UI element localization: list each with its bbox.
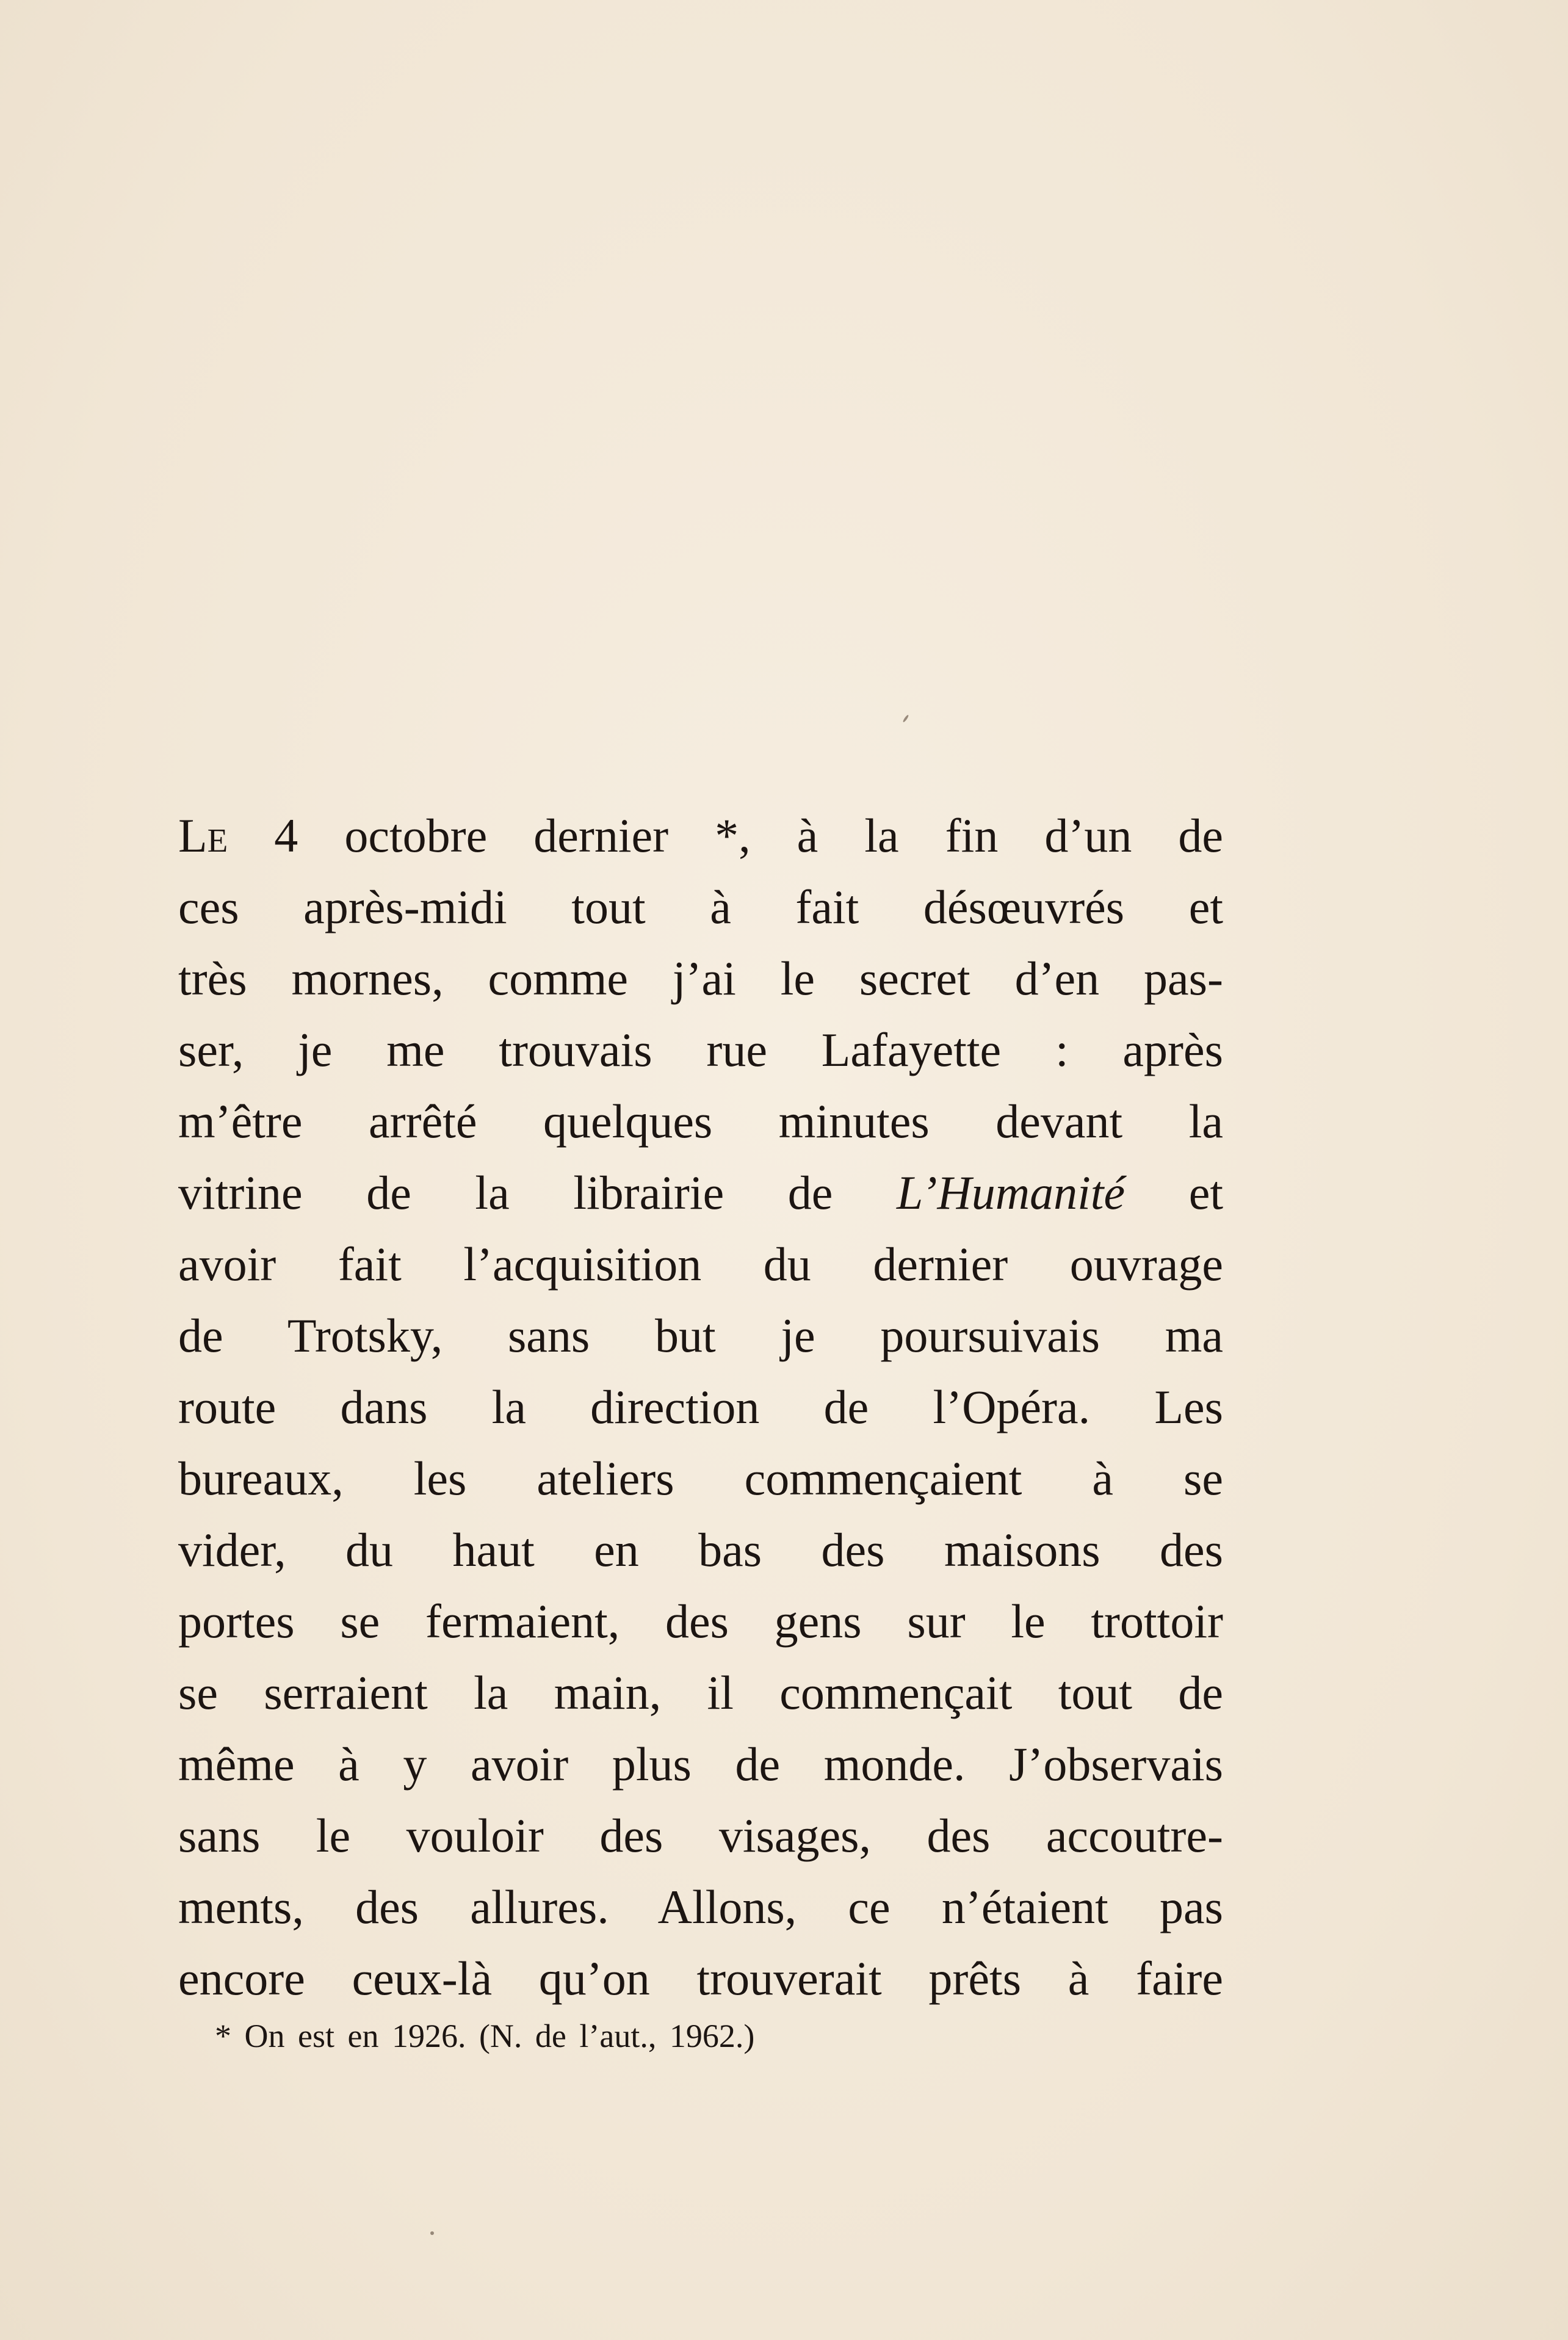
text-line: même à y avoir plus de monde. J’observais	[178, 1737, 1223, 1791]
italic-title: L’Humanité	[897, 1166, 1125, 1219]
text-line: ces après-midi tout à fait désœuvrés et	[178, 880, 1223, 933]
text-line: Le 4 octobre dernier *, à la fin d’un de	[178, 809, 1223, 862]
text-line: vitrine de la librairie de L’Humanité et	[178, 1166, 1223, 1219]
text-line: vider, du haut en bas des maisons des	[178, 1523, 1223, 1576]
text-line: route dans la direction de l’Opéra. Les	[178, 1380, 1223, 1433]
text-line: encore ceux-là qu’on trouverait prêts à faire	[178, 1952, 1223, 2005]
text-line: se serraient la main, il commençait tout de	[178, 1666, 1223, 1719]
footnote: * On est en 1926. (N. de l’aut., 1962.)	[215, 2018, 755, 2054]
text-line: avoir fait l’acquisition du dernier ouvrage	[178, 1237, 1223, 1291]
text-line: sans le vouloir des visages, des accoutre-	[178, 1809, 1223, 1862]
paper-speck	[430, 2231, 434, 2235]
paper-speck	[902, 714, 909, 723]
small-caps-lead: Le	[178, 809, 228, 862]
text-line: bureaux, les ateliers commençaient à se	[178, 1452, 1223, 1505]
text-line: de Trotsky, sans but je poursuivais ma	[178, 1309, 1223, 1362]
text-line: ser, je me trouvais rue Lafayette : après	[178, 1023, 1223, 1076]
text-line: m’être arrêté quelques minutes devant la	[178, 1095, 1223, 1148]
text-line: portes se fermaient, des gens sur le trottoir	[178, 1595, 1223, 1648]
body-paragraph	[178, 800, 1223, 2014]
text-line: ments, des allures. Allons, ce n’étaient pas	[178, 1880, 1223, 1933]
text-line: très mornes, comme j’ai le secret d’en pas-	[178, 952, 1223, 1005]
